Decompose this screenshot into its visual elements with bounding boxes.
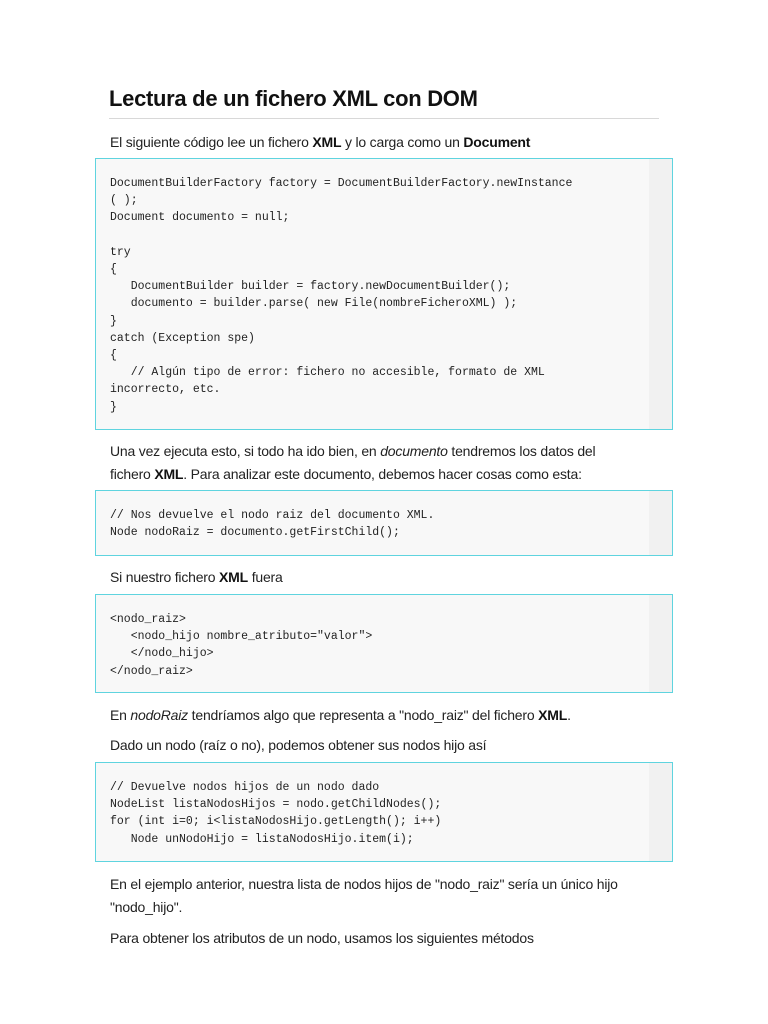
code-block-parse — [95, 158, 673, 430]
noderoot-text-2: tendríamos algo que representa a "nodo_raiz" del fichero — [187, 707, 539, 723]
child-nodes-intro: Dado un nodo (raíz o no), podemos obtener sus nodos hijo así — [110, 737, 487, 753]
code-block-child-nodes-body — [96, 763, 672, 861]
intro-paragraph — [110, 131, 530, 154]
intro-bold-document: Document — [463, 134, 531, 150]
explanation-bold-xml: XML — [154, 466, 184, 482]
code-block-xml-sample-body — [96, 595, 672, 692]
explanation-text-2: tendremos los datos del — [447, 443, 596, 459]
code-block-root-node-body — [96, 491, 672, 555]
xml-intro-text-2: fuera — [248, 569, 283, 585]
xml-intro-text-1: Si nuestro fichero — [110, 569, 220, 585]
example-result-line-1: En el ejemplo anterior, nuestra lista de nodos hijos de "nodo_raiz" sería un único hijo — [110, 876, 618, 892]
noderoot-bold-xml: XML — [538, 707, 568, 723]
code-block-xml-sample — [95, 594, 673, 693]
code-block-root-node — [95, 490, 673, 556]
code-block-parse-body — [96, 159, 672, 429]
code-xml-sample-text: <nodo_raiz> <nodo_hijo nombre_atributo="valor"> </nodo_hijo> </nodo_raiz> — [110, 613, 373, 678]
explanation-text-1: Una vez ejecuta esto, si todo ha ido bien, en — [110, 443, 381, 459]
explanation-paragraph-line-1 — [110, 440, 595, 463]
noderoot-text-3: . — [567, 707, 571, 723]
example-result-line-2: "nodo_hijo". — [110, 899, 183, 915]
explanation-text-3: fichero — [110, 466, 155, 482]
intro-text-2: y lo carga como un — [341, 134, 464, 150]
noderoot-text-1: En — [110, 707, 131, 723]
code-root-node-text: // Nos devuelve el nodo raiz del documento XML. Node nodoRaiz = documento.getFirstChild(); — [110, 509, 435, 540]
code-block-child-nodes — [95, 762, 673, 862]
title-divider — [109, 118, 659, 119]
explanation-italic-documento: documento — [380, 443, 448, 459]
page-title: Lectura de un fichero XML con DOM — [109, 86, 478, 111]
attributes-intro: Para obtener los atributos de un nodo, usamos los siguientes métodos — [110, 930, 534, 946]
xml-example-intro — [110, 566, 283, 589]
code-parse-text: DocumentBuilderFactory factory = DocumentBuilderFactory.newInstance ( ); Document documento = null; try { DocumentBuilder builder = factory.newDocumentBuilder(); documento = builder.parse( new File(nombreFicheroXML) ); } catch (Exception spe) { // Algún tipo de error: fichero no accesible, formato de XML incorrecto, etc. } — [110, 177, 573, 414]
code-child-nodes-text: // Devuelve nodos hijos de un nodo dado NodeList listaNodosHijos = nodo.getChildNodes(); for (int i=0; i<listaNodosHijo.getLength(); i++) Node unNodoHijo = listaNodosHijo.item(i); — [110, 781, 442, 846]
explanation-paragraph-line-2 — [110, 463, 582, 486]
explanation-text-4: . Para analizar este documento, debemos hacer cosas como esta: — [183, 466, 582, 482]
noderoot-paragraph — [110, 704, 571, 727]
intro-text-1: El siguiente código lee un fichero — [110, 134, 313, 150]
xml-intro-bold: XML — [219, 569, 248, 585]
intro-bold-xml: XML — [312, 134, 342, 150]
noderoot-italic: nodoRaiz — [130, 707, 188, 723]
